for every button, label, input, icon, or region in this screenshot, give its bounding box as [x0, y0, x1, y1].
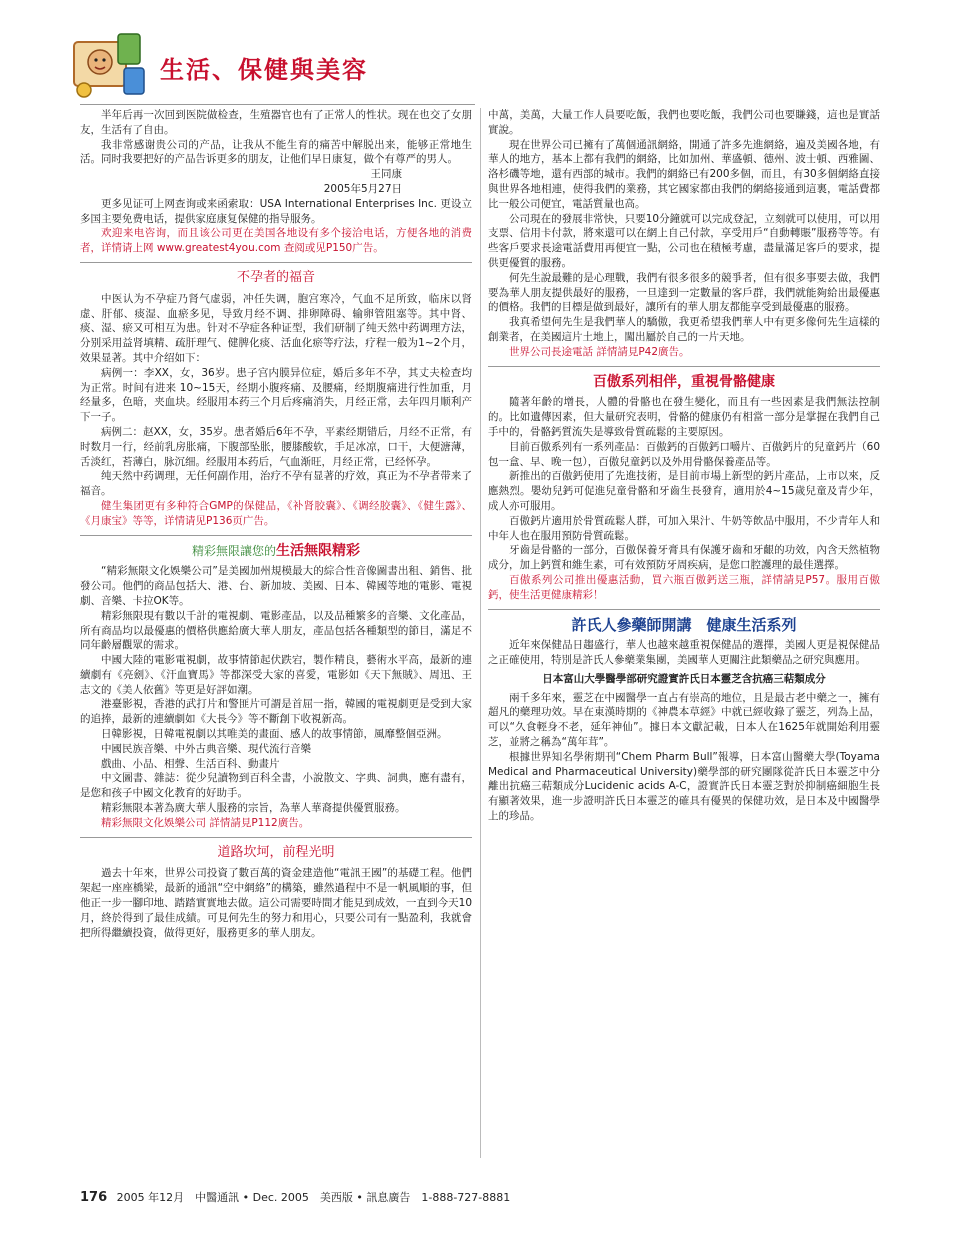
intro-paragraph: 半年后再一次回到医院做检查，生殖器官也有了正常人的性状。现在也交了女朋友，生活有了自由。: [80, 109, 472, 136]
article-paragraph: 目前百傲系列有一系列產品：百傲鈣的百傲鈣口嚼片、百傲鈣片的兒童鈣片（60包一盒、早、晚一包），百傲兒童鈣以及外用骨骼保養產品等。: [488, 440, 880, 468]
article-paragraph: 精彩無限現有數以千計的電視劇、電影產品，以及品種繁多的音樂、文化產品，所有商品均以最優惠的價格供應給廣大華人朋友，產品包括各種類型的節目，滿足不同年齡層觀眾的需求。: [80, 609, 472, 652]
signature-date: 2005年5月27日: [323, 182, 402, 195]
article-paragraph: 戲曲、小品、相聲、生活百科、動畫片: [101, 757, 280, 770]
title-highlight: 生活無限精彩: [276, 542, 360, 559]
article-paragraph: 中文圖書、雜誌：從少兒讀物到百科全書，小說散文、字典、詞典，應有盡有，是您和孩子中國文化教育的好助手。: [80, 772, 472, 800]
title-prefix: 精彩無限讓您的: [191, 543, 276, 558]
article-paragraph: 港臺影視，香港的武打片和警匪片可謂是首屈一指，韓國的電視劇更是受到大家的追捧，最新的連續劇如《大長今》等不斷創下收視新高。: [80, 698, 472, 726]
article-paragraph: 牙齒是骨骼的一部分，百傲保養牙膏具有保護牙齒和牙齦的功效，內含天然植物成分，加上鈣質和維生素，可有效預防牙周疾病，是您口腔護理的最佳選擇。: [488, 544, 880, 572]
red-note: 世界公司長途電話 詳情請見P42廣告。: [509, 345, 690, 358]
article-paragraph: 中國民族音樂、中外古典音樂、現代流行音樂: [101, 742, 311, 755]
article-paragraph: “精彩無限文化娛樂公司”是美國加州規模最大的綜合性音像圖書出租、銷售、批發公司。他們的商品包括大、港、台、新加坡、美國、日本、韓國等地的電影、電視劇、音樂、卡拉OK等。: [80, 565, 472, 607]
article-paragraph: 精彩無限本著為廣大華人服務的宗旨，為華人華裔提供優質服務。: [101, 802, 406, 815]
article-divider: [80, 262, 472, 263]
article-divider: [80, 535, 472, 536]
red-note: 欢迎来电咨询，而且该公司更在美国各地设有多个接洽电话，方便各地的消费者，详情请上网 www.greatest4you.com 查阅或见P150广告。: [80, 227, 472, 255]
article-paragraph: 病例一：李XX，女，36岁。患子宫内膜异位症，婚后多年不孕，其丈夫检查均为正常。时间有进来 10~15天，经期小腹疼痛、及腰痛，经期腹痛进行性加重，月经量多，色暗，夹血块。经服用本药三个月后疼痛消失，月经正常，去年四月顺利产下一子。: [80, 366, 472, 424]
article-paragraph: 兩千多年來，靈芝在中國醫學一直占有崇高的地位，且是最古老中藥之一，擁有超凡的藥理功效。早在東漢時期的《神農本草經》中就已經收錄了靈芝，列為上品，可以“久食輕身不老，延年神仙”。據日本文獻記載，日本人在1625年就開始利用靈芝，並將之稱為“萬年茸”。: [488, 691, 880, 749]
article-paragraph: 纯天然中药调理，无任何副作用，治疗不孕有显著的疗效，真正为不孕者带来了福音。: [80, 470, 472, 498]
article-divider: [488, 609, 880, 610]
article-paragraph: 中國大陸的電影電視劇，故事情節起伏跌宕，製作精良，藝術水平高，最新的連續劇有《亮劍》、《汗血寶馬》等都深受大家的喜愛，電影如《天下無賊》、周迅、王志文的《美人依舊》等更是好評如潮。: [80, 654, 472, 696]
article-divider: [80, 837, 472, 838]
red-note: 健生集团更有多种符合GMP的保健品，《补肾胶囊》、《调经胶囊》、《健生露》、《月康宝》等等，详情请见P136页广告。: [80, 499, 472, 527]
article-paragraph: 現在世界公司已擁有了萬個通訊網絡，開通了許多先進網絡，遍及美國各地，有華人的地方，基本上都有我們的網絡，比如加州、華盛頓、德州、波士頓、西雅圖、洛杉磯等地，還有西部的城市。我們的網絡已有200多個，而且，有30多個網絡直接與世界各地相連，使得我們的業務，其它國家都由我們的網絡接通到這裏，電話費都比一般公司便宜，電話質量也高。: [488, 138, 880, 210]
article-paragraph: 過去十年來，世界公司投資了數百萬的資金建造他“電訊王國”的基礎工程。他們架起一座座橋梁，最新的通訊“空中網絡”的構築，雖然過程中不是一帆風順的事，但他正一步一腳印地、踏踏實實地去做。這公司需要時間才能見到成效，一直到今天10月，終於得到了最佳成績。可見何先生的努力和用心，只要公司有一點盈利，我就會把所得繼續投資，做得更好，服務更多的華人朋友。: [80, 867, 472, 939]
article-paragraph: 隨著年齡的增長，人體的骨骼也在發生變化，而且有一些因素是我們無法控制的。比如遺傳因素，但大量研究表明，骨骼的健康仍有相當一部分是掌握在我們自己手中的，骨骼鈣質流失是導致骨質疏鬆的主要原因。: [488, 396, 880, 438]
signature-name: 王同康: [370, 168, 402, 181]
article-paragraph: 根據世界知名學術期刊“Chem Pharm Bull”報導，日本富山醫藥大學(Toyama Medical and Pharmaceutical University)藥學部的研究團隊從許氏日本靈芝中分離出抗癌三萜類成分Lucidenic acids A-C，證實許氏日本靈芝對於抑制癌細胞生長有顯著效果，進一步證明許氏日本靈芝的確具有優異的保健功效，是日本及中國醫學上的珍品。: [488, 750, 880, 823]
article-paragraph: 病例二：赵XX，女，35岁。患者婚后6年不孕，平素经期错后，月经不正常，有时数月一行，经前乳房胀痛，下腹部坠胀，腰膝酸软，手足冰凉，口干，大便溏薄，舌淡红，苔薄白，脉沉细。经服用本药后，气血渐旺，月经正常，已经怀孕。: [80, 425, 472, 468]
article-paragraph: 百傲鈣片適用於骨質疏鬆人群，可加入果汁、牛奶等飲品中服用，不少青年人和中年人也在服用預防骨質疏鬆。: [488, 514, 880, 542]
article-subheading: 日本富山大學醫學部研究證實許氏日本靈芝含抗癌三萜類成分: [542, 672, 826, 685]
article-title: 許氏人參藥師開講 健康生活系列: [571, 615, 797, 634]
article-paragraph: 新推出的百傲鈣使用了先進技術，是目前市場上新型的鈣片產品，上市以來，反應熱烈。嬰幼兒鈣可促進兒童骨骼和牙齒生長發育，適用於4~15歲兒童及青少年，成人亦可服用。: [488, 470, 880, 512]
article-title: [80, 544, 472, 559]
article-title: 不孕者的福音: [236, 269, 315, 285]
article-paragraph: 我真希望何先生是我們華人的驕傲，我更希望我們華人中有更多像何先生這樣的創業者，在美國這片土地上，闖出屬於自己的一片天地。: [488, 316, 880, 343]
right-column: [488, 108, 880, 824]
intro-paragraph: 我非常感谢贵公司的产品，让我从不能生育的痛苦中解脱出来，能够正常地生活。同时我要把好的产品告诉更多的朋友，让他们早日康复，做个有尊严的男人。: [80, 138, 472, 166]
article-title: 道路坎坷，前程光明: [217, 844, 335, 860]
article-paragraph: 何先生說最難的是心理戰，我們有很多很多的競爭者，但有很多事要去做，我們要為華人朋友提供最好的服務，一旦達到一定數量的客戶群，我們就能夠給出最優惠的價格。我們的目標是做到最好，讓所有的華人朋友都能享受到最優惠的服務。: [488, 271, 880, 314]
section-title: 生活、保健與美容: [160, 56, 368, 84]
article-paragraph: 公司現在的發展非常快，只要10分鐘就可以完成登記，立刻就可以使用，可以用支票、信用卡付款，將來還可以在網上自己付款，享受用戶“自動轉賬”服務等等。有些客戶要求長途電話費用再便宜一點，公司也在積極考慮，盡量滿足客戶的要求，提供更優質的服務。: [488, 212, 880, 269]
header-divider: [80, 104, 475, 105]
article-paragraph: 中萬，美萬，大量工作人員要吃飯，我們也要吃飯，我們公司也要賺錢，這也是實話實說。: [488, 109, 880, 136]
page-number: 176: [80, 1190, 108, 1205]
article-divider: [488, 366, 880, 367]
footer-text: 2005 年12月 中醫通訊 • Dec. 2005 美西版 • 訊息廣告 1-888-727-8881: [116, 1191, 511, 1204]
article-paragraph: 中医认为不孕症乃肾气虚弱，冲任失调，胞宫寒冷，气血不足所致，临床以肾虚、肝郁、痰湿、血瘀多见，导致月经不调、排卵障碍、输卵管阻塞等。其中肾、痰、湿、瘀又可相互为患。针对不孕症各种证型，我们研制了纯天然中药调理方法，分别采用益肾填精、疏肝理气、健脾化痰、活血化瘀等疗法，疗程一般为1~2个月，效果显著。其中介绍如下：: [80, 292, 472, 364]
red-note: 精彩無限文化娛樂公司 詳情請見P112廣告。: [101, 816, 310, 829]
article-paragraph: 近年來保健品日趨盛行，華人也越來越重視保健品的選擇，美國人更是視保健品之正確使用，特別是許氏人參藥業集團，美國華人更關注此類藥品之研究與應用。: [488, 639, 880, 667]
more-info-paragraph: 更多见证可上网查询或来函索取：USA International Enterprises Inc. 更设立多国主要免费电话，提供家庭康复保健的指导服务。: [80, 197, 472, 225]
section-logo-icon: [70, 28, 152, 102]
column-divider: [480, 108, 481, 1158]
red-note: 百傲系列公司推出優惠活動，買六瓶百傲鈣送三瓶，詳情請見P57。服用百傲鈣，使生活更健康精彩！: [488, 573, 880, 601]
article-paragraph: 日韓影視，日韓電視劇以其唯美的畫面、感人的故事情節，風靡整個亞洲。: [101, 728, 448, 741]
page-header: [70, 28, 430, 102]
page-footer: [80, 1189, 510, 1205]
article-title: 百傲系列相伴，重視骨骼健康: [593, 373, 775, 390]
left-column: [80, 108, 472, 940]
